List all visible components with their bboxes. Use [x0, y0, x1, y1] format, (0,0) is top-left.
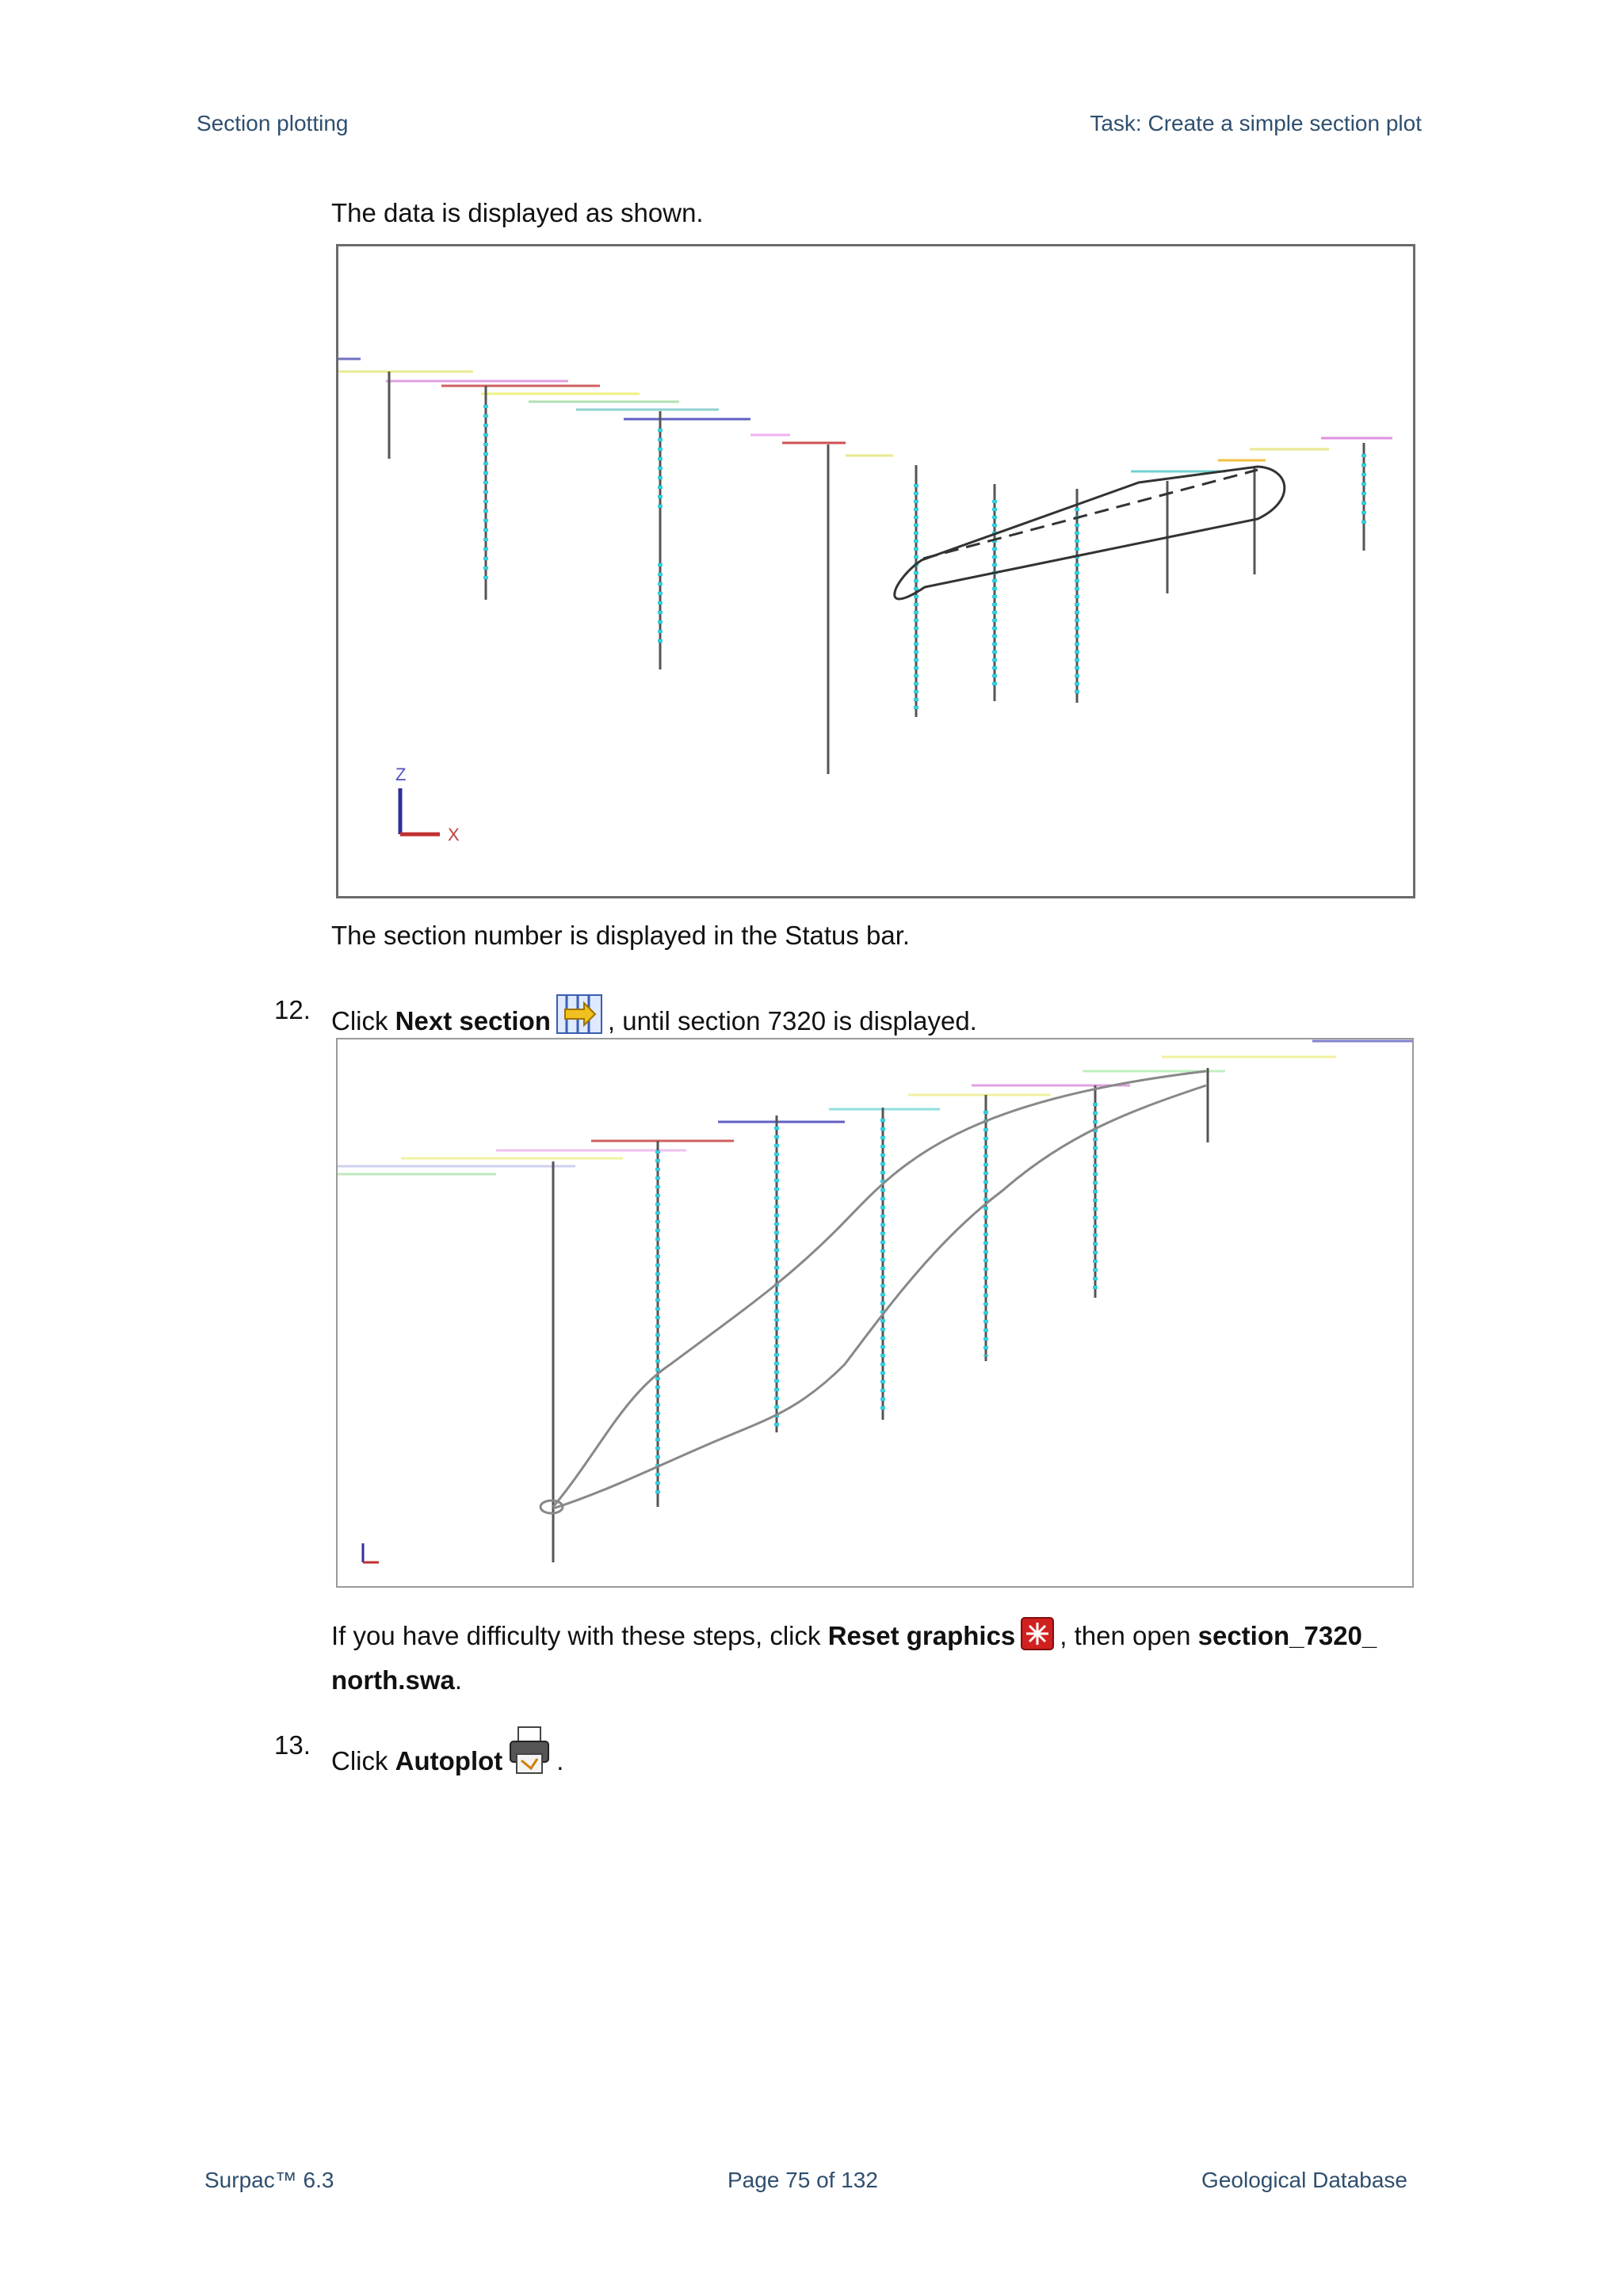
- drillholes: [389, 372, 1364, 774]
- axis-x-label: X: [448, 825, 460, 845]
- section-view-2-graphic: [338, 1039, 1412, 1586]
- reset-graphics-command: Reset graphics: [827, 1621, 1016, 1650]
- file-name-part-2: north.swa: [331, 1665, 455, 1695]
- footer-page-number: Page 75 of 132: [727, 2168, 878, 2192]
- step-12-number: 12.: [274, 995, 311, 1024]
- ore-outline-2: [540, 1071, 1206, 1513]
- axis-indicator: [395, 765, 460, 845]
- difficulty-prefix: If you have difficulty with these steps, click: [331, 1621, 828, 1650]
- drillhole-traces: [338, 359, 1392, 471]
- footer-product: Surpac™ 6.3: [204, 2168, 334, 2192]
- autoplot-command: Autoplot: [395, 1746, 503, 1775]
- footer-module: Geological Database: [1201, 2168, 1407, 2192]
- step-13-prefix: Click: [331, 1746, 395, 1775]
- step-12-prefix: Click: [331, 1006, 395, 1035]
- header-task-title: Task: Create a simple section plot: [1090, 111, 1422, 135]
- axis-z-label: Z: [395, 765, 407, 784]
- step-13-end: .: [556, 1746, 564, 1775]
- intro-text: The data is displayed as shown.: [331, 198, 704, 227]
- difficulty-end: .: [454, 1665, 463, 1695]
- axis-indicator-2: [363, 1543, 379, 1562]
- status-note-text: The section number is displayed in the Status bar.: [331, 921, 911, 950]
- surface-lines: [338, 1041, 1412, 1174]
- section-view-figure-1: [336, 244, 1415, 898]
- difficulty-middle: , then open: [1060, 1621, 1198, 1650]
- header-section-title: Section plotting: [197, 111, 349, 135]
- difficulty-text: [331, 1616, 1425, 1699]
- assay-ticks-2: [658, 1103, 1095, 1499]
- drillholes-2: [553, 1068, 1208, 1562]
- step-12-suffix: , until section 7320 is displayed.: [607, 1006, 977, 1035]
- reset-graphics-icon[interactable]: [1020, 1616, 1055, 1661]
- section-view-figure-2: [336, 1038, 1414, 1588]
- autoplot-printer-icon[interactable]: [507, 1726, 552, 1787]
- section-view-1-graphic: [338, 246, 1413, 896]
- file-name-part-1: section_7320_: [1197, 1621, 1377, 1650]
- ore-outline: [895, 467, 1285, 599]
- step-13-text: [331, 1726, 563, 1787]
- next-section-command: Next section: [395, 1006, 551, 1035]
- step-13-number: 13.: [274, 1730, 311, 1760]
